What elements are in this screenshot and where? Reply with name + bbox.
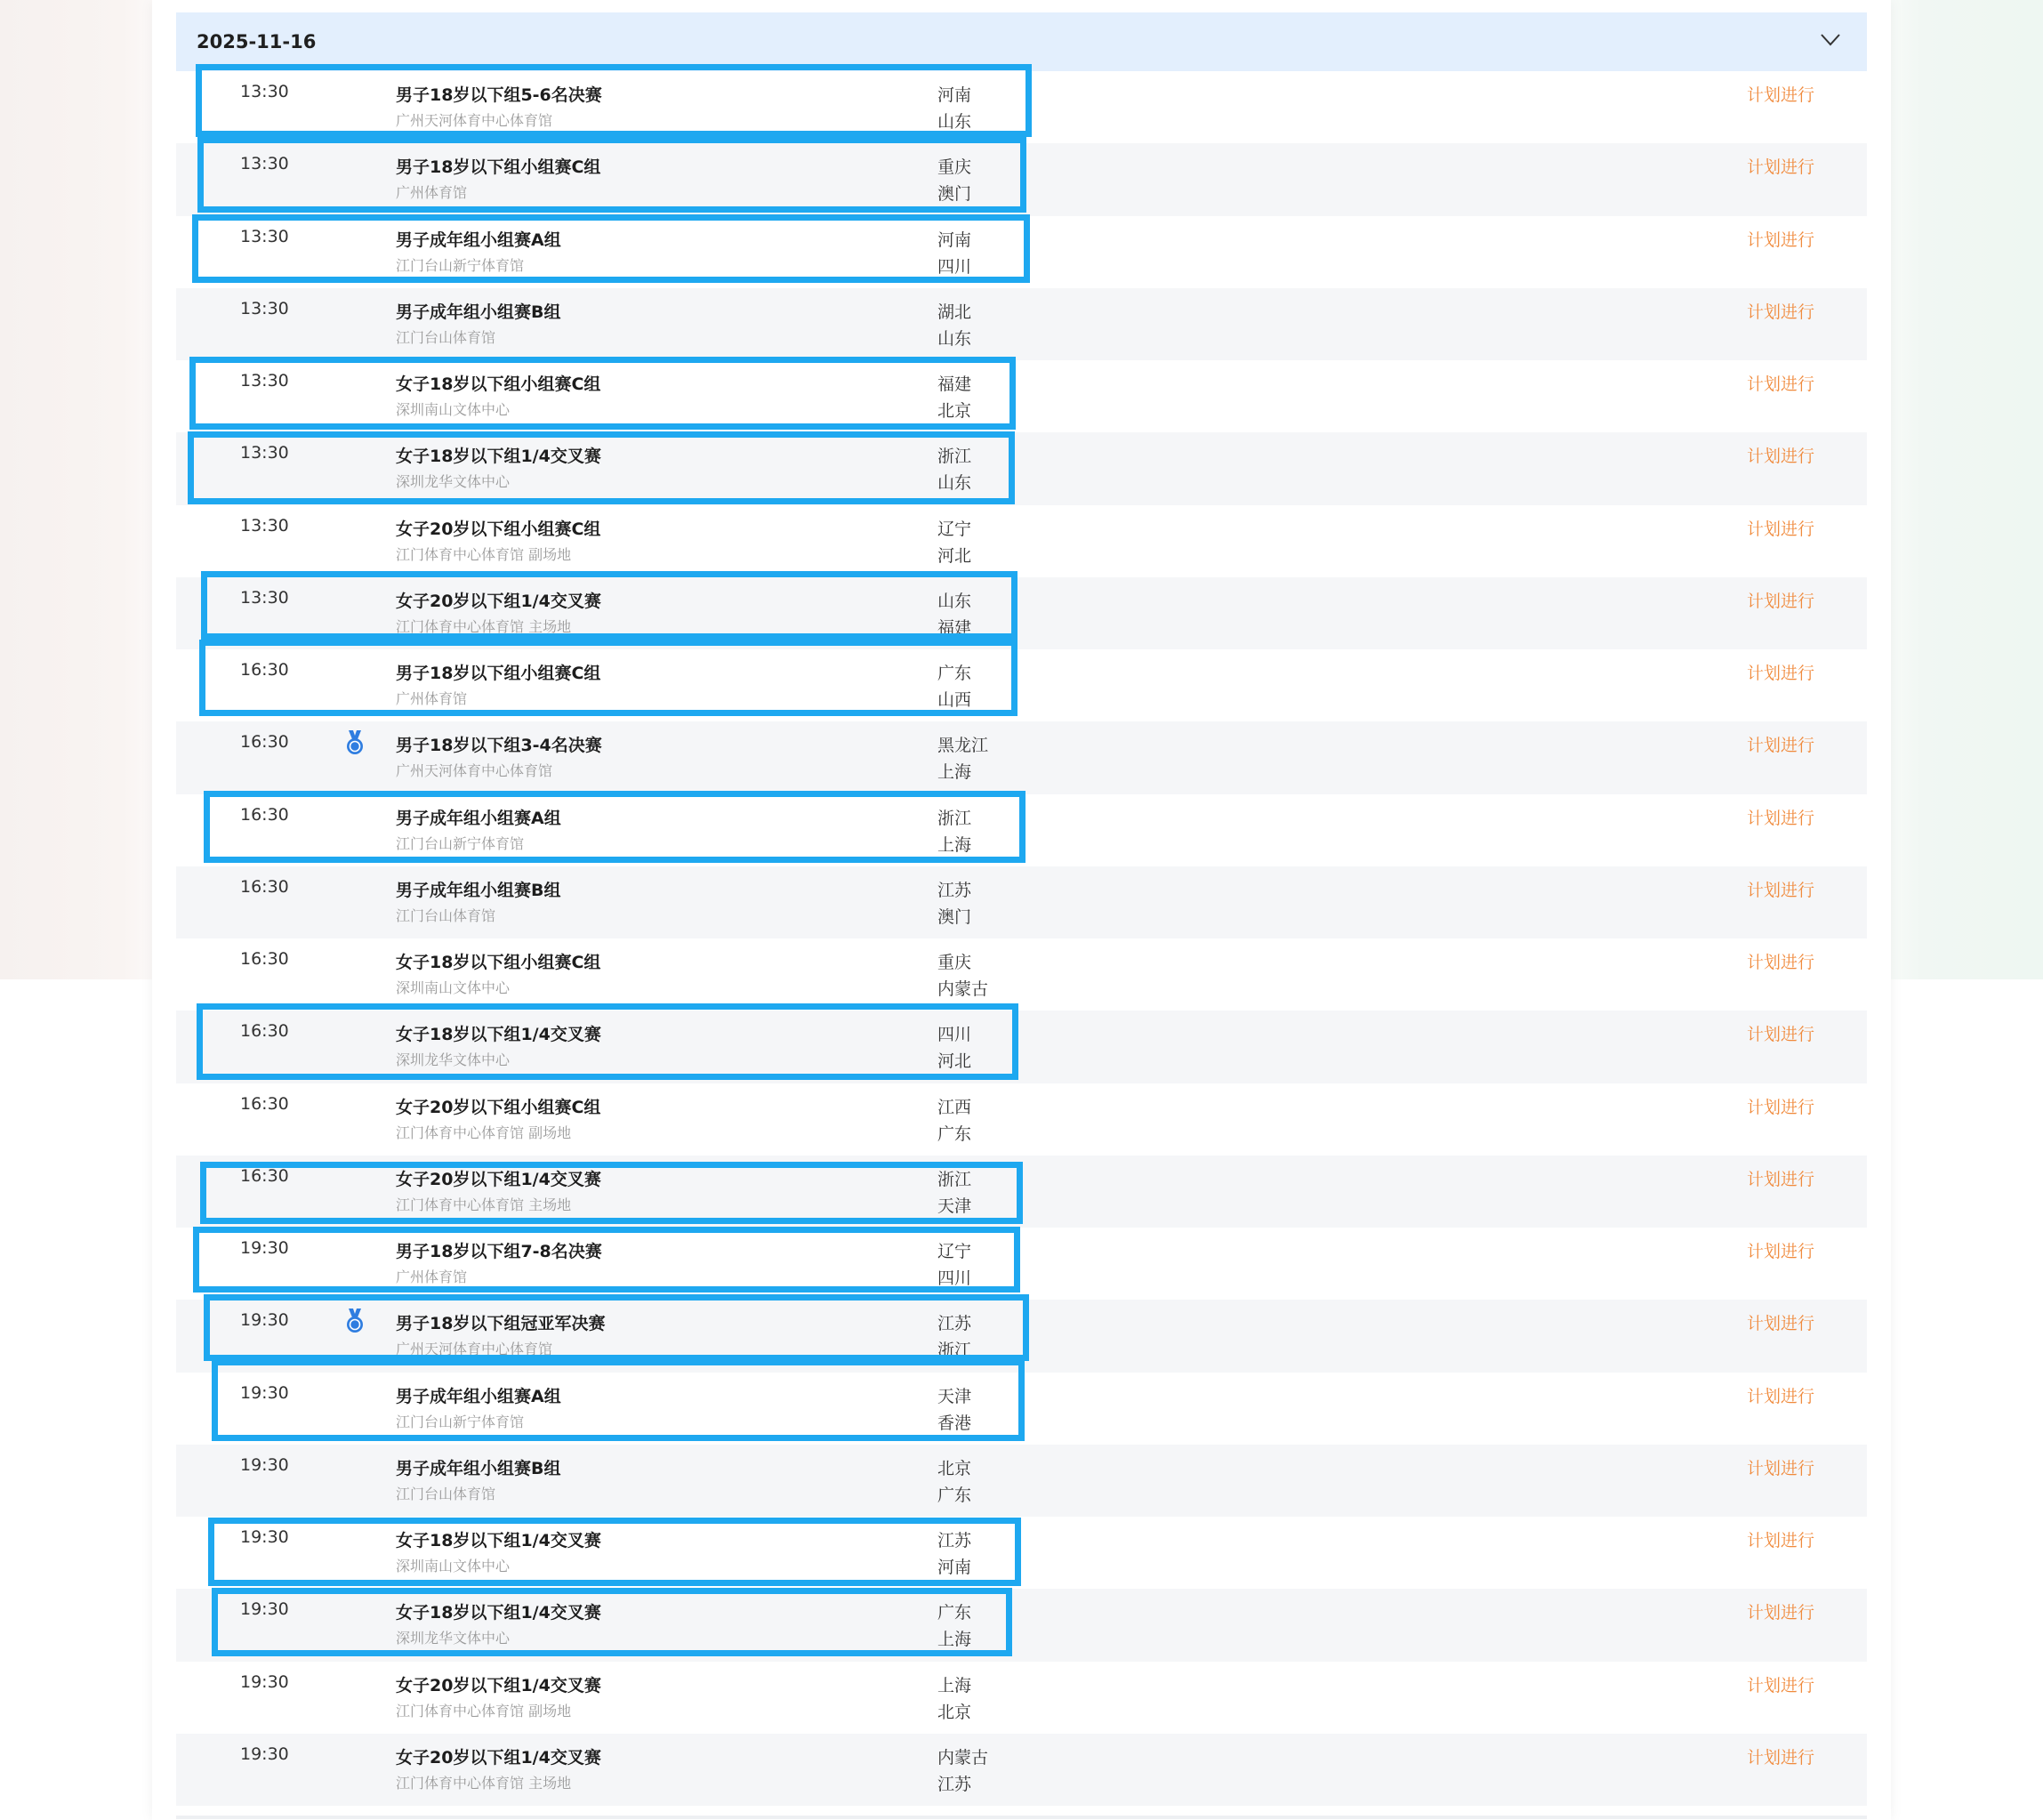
team-home: 湖北	[937, 302, 972, 322]
match-row[interactable]	[176, 1589, 1867, 1661]
team-away: 河南	[937, 1558, 972, 1577]
match-status: 计划进行	[1747, 374, 1815, 394]
team-home: 广东	[937, 664, 972, 683]
match-title: 女子20岁以下组小组赛C组	[396, 1097, 601, 1117]
match-venue: 江门台山新宁体育馆	[396, 1413, 525, 1430]
match-row[interactable]	[176, 1517, 1867, 1589]
team-home: 内蒙古	[937, 1747, 989, 1768]
team-home: 上海	[937, 1675, 972, 1695]
team-away: 山东	[937, 473, 972, 494]
match-row[interactable]	[176, 721, 1867, 793]
match-row[interactable]	[176, 143, 1867, 215]
team-home: 河南	[937, 85, 972, 105]
match-venue: 江门台山体育馆	[396, 328, 496, 346]
match-time: 19:30	[240, 1382, 289, 1403]
match-row[interactable]	[176, 938, 1867, 1011]
team-away: 上海	[937, 1630, 972, 1650]
team-home: 辽宁	[937, 519, 972, 539]
match-row[interactable]	[176, 432, 1867, 504]
match-venue: 深圳龙华文体中心	[396, 473, 511, 491]
match-time: 19:30	[240, 1310, 289, 1331]
team-away: 河北	[937, 1051, 972, 1072]
match-status: 计划进行	[1747, 736, 1815, 756]
match-list	[176, 71, 1867, 1806]
match-venue: 广州天河体育中心体育馆	[396, 762, 553, 780]
list-bottom-divider	[176, 1816, 1867, 1819]
match-row[interactable]	[176, 1373, 1867, 1445]
match-title: 男子18岁以下组3-4名决赛	[396, 736, 602, 756]
match-row[interactable]	[176, 360, 1867, 432]
match-time: 19:30	[240, 1743, 289, 1764]
match-venue: 广州体育馆	[396, 690, 468, 707]
match-title: 女子18岁以下组1/4交叉赛	[396, 447, 601, 467]
team-home: 河南	[937, 230, 972, 250]
match-venue: 江门台山体育馆	[396, 906, 496, 924]
match-status: 计划进行	[1747, 880, 1815, 900]
match-row[interactable]	[176, 577, 1867, 649]
match-status: 计划进行	[1747, 447, 1815, 467]
match-venue: 江门体育中心体育馆 副场地	[396, 1123, 572, 1141]
match-title: 男子成年组小组赛B组	[396, 302, 561, 322]
match-title: 男子成年组小组赛A组	[396, 1386, 561, 1406]
match-venue: 广州体育馆	[396, 1268, 468, 1285]
match-venue: 深圳南山文体中心	[396, 401, 511, 418]
match-time: 16:30	[240, 660, 289, 680]
match-time: 13:30	[240, 587, 289, 608]
match-venue: 深圳南山文体中心	[396, 1558, 511, 1574]
match-status: 计划进行	[1747, 664, 1815, 683]
match-status: 计划进行	[1747, 1458, 1815, 1478]
match-time: 19:30	[240, 1527, 289, 1547]
match-venue: 广州天河体育中心体育馆	[396, 1341, 553, 1358]
team-home: 广东	[937, 1603, 972, 1623]
match-status: 计划进行	[1747, 1097, 1815, 1117]
team-away: 澳门	[937, 184, 972, 205]
match-title: 女子18岁以下组1/4交叉赛	[396, 1603, 601, 1623]
match-status: 计划进行	[1747, 1747, 1815, 1768]
team-away: 北京	[937, 1702, 972, 1722]
team-home: 重庆	[937, 953, 972, 972]
match-venue: 江门体育中心体育馆 副场地	[396, 545, 572, 563]
match-title: 女子18岁以下组小组赛C组	[396, 953, 601, 972]
match-title: 男子18岁以下组小组赛C组	[396, 664, 601, 683]
team-away: 澳门	[937, 906, 972, 927]
medal-icon	[345, 1309, 365, 1333]
medal-icon	[345, 730, 365, 755]
team-home: 北京	[937, 1458, 972, 1478]
team-home: 浙江	[937, 808, 972, 828]
team-home: 浙江	[937, 1169, 972, 1189]
team-away: 广东	[937, 1123, 972, 1144]
match-title: 女子20岁以下组1/4交叉赛	[396, 591, 601, 611]
match-row[interactable]	[176, 216, 1867, 288]
match-status: 计划进行	[1747, 1025, 1815, 1045]
match-status: 计划进行	[1747, 1531, 1815, 1550]
match-row[interactable]	[176, 71, 1867, 143]
match-title: 男子18岁以下组冠亚军决赛	[396, 1314, 606, 1334]
team-away: 内蒙古	[937, 979, 989, 999]
team-home: 黑龙江	[937, 736, 989, 756]
team-away: 香港	[937, 1413, 972, 1433]
match-status: 计划进行	[1747, 519, 1815, 539]
match-venue: 江门台山新宁体育馆	[396, 256, 525, 274]
match-row[interactable]	[176, 505, 1867, 577]
match-title: 女子18岁以下组1/4交叉赛	[396, 1531, 601, 1550]
match-venue: 江门台山新宁体育馆	[396, 834, 525, 852]
match-time: 13:30	[240, 154, 289, 174]
team-home: 四川	[937, 1025, 972, 1045]
team-home: 辽宁	[937, 1242, 972, 1261]
match-title: 女子20岁以下组1/4交叉赛	[396, 1169, 601, 1189]
team-away: 上海	[937, 762, 972, 783]
match-row[interactable]	[176, 1011, 1867, 1083]
match-venue: 深圳南山文体中心	[396, 979, 511, 996]
team-home: 重庆	[937, 157, 972, 178]
match-status: 计划进行	[1747, 1386, 1815, 1406]
match-status: 计划进行	[1747, 1603, 1815, 1623]
match-time: 13:30	[240, 515, 289, 536]
team-home: 浙江	[937, 447, 972, 467]
match-row[interactable]	[176, 1445, 1867, 1517]
match-status: 计划进行	[1747, 1314, 1815, 1334]
match-row[interactable]	[176, 1300, 1867, 1372]
team-home: 天津	[937, 1386, 972, 1406]
team-home: 江苏	[937, 1531, 972, 1550]
match-status: 计划进行	[1747, 230, 1815, 250]
match-venue: 江门体育中心体育馆 主场地	[396, 617, 572, 635]
match-title: 男子18岁以下组小组赛C组	[396, 157, 601, 178]
match-time: 16:30	[240, 876, 289, 897]
match-title: 男子18岁以下组7-8名决赛	[396, 1242, 602, 1261]
match-title: 男子成年组小组赛A组	[396, 808, 561, 828]
team-home: 福建	[937, 374, 972, 394]
match-venue: 广州体育馆	[396, 184, 468, 202]
match-title: 女子20岁以下组小组赛C组	[396, 519, 601, 539]
team-away: 上海	[937, 834, 972, 855]
match-row[interactable]	[176, 1662, 1867, 1734]
team-home: 江苏	[937, 1314, 972, 1334]
match-venue: 江门体育中心体育馆 主场地	[396, 1774, 572, 1792]
match-venue: 广州天河体育中心体育馆	[396, 112, 553, 129]
match-row[interactable]	[176, 794, 1867, 866]
match-title: 女子20岁以下组1/4交叉赛	[396, 1747, 601, 1768]
team-away: 山东	[937, 328, 972, 349]
match-time: 13:30	[240, 371, 289, 391]
match-status: 计划进行	[1747, 808, 1815, 828]
match-status: 计划进行	[1747, 1675, 1815, 1695]
match-time: 19:30	[240, 1238, 289, 1258]
team-away: 四川	[937, 256, 972, 277]
team-home: 江西	[937, 1097, 972, 1117]
match-row[interactable]	[176, 1083, 1867, 1156]
team-away: 北京	[937, 401, 972, 421]
match-title: 男子成年组小组赛B组	[396, 880, 561, 900]
team-home: 山东	[937, 591, 972, 611]
match-title: 女子18岁以下组1/4交叉赛	[396, 1025, 601, 1045]
team-away: 浙江	[937, 1341, 972, 1361]
match-status: 计划进行	[1747, 953, 1815, 972]
team-away: 天津	[937, 1196, 972, 1216]
team-away: 山西	[937, 690, 972, 710]
match-title: 男子成年组小组赛A组	[396, 230, 561, 250]
match-title: 女子20岁以下组1/4交叉赛	[396, 1675, 601, 1695]
match-title: 女子18岁以下组小组赛C组	[396, 374, 601, 394]
team-away: 山东	[937, 112, 972, 132]
match-row[interactable]	[176, 649, 1867, 721]
match-time: 16:30	[240, 1021, 289, 1042]
match-row[interactable]	[176, 866, 1867, 938]
match-time: 16:30	[240, 1165, 289, 1186]
match-venue: 江门体育中心体育馆 主场地	[396, 1196, 572, 1213]
match-time: 19:30	[240, 1671, 289, 1692]
match-time: 13:30	[240, 226, 289, 246]
team-away: 四川	[937, 1268, 972, 1288]
match-row[interactable]	[176, 1156, 1867, 1228]
match-status: 计划进行	[1747, 157, 1815, 178]
match-status: 计划进行	[1747, 1169, 1815, 1189]
match-venue: 深圳龙华文体中心	[396, 1051, 511, 1069]
match-venue: 深圳龙华文体中心	[396, 1630, 511, 1647]
match-time: 16:30	[240, 804, 289, 825]
date-group-header[interactable]	[176, 12, 1867, 71]
match-venue: 江门体育中心体育馆 副场地	[396, 1702, 572, 1719]
match-status: 计划进行	[1747, 1242, 1815, 1261]
chevron-down-icon[interactable]	[1821, 34, 1840, 46]
team-away: 河北	[937, 545, 972, 566]
match-time: 16:30	[240, 1093, 289, 1114]
match-status: 计划进行	[1747, 302, 1815, 322]
match-status: 计划进行	[1747, 591, 1815, 611]
match-time: 16:30	[240, 949, 289, 969]
team-home: 江苏	[937, 880, 972, 900]
match-row[interactable]	[176, 1228, 1867, 1300]
match-status: 计划进行	[1747, 85, 1815, 105]
match-time: 19:30	[240, 1599, 289, 1620]
match-row[interactable]	[176, 288, 1867, 360]
team-away: 江苏	[937, 1774, 972, 1794]
team-away: 广东	[937, 1485, 972, 1505]
match-time: 13:30	[240, 443, 289, 463]
match-row[interactable]	[176, 1734, 1867, 1806]
match-title: 男子18岁以下组5-6名决赛	[396, 85, 602, 105]
match-time: 16:30	[240, 732, 289, 753]
team-away: 福建	[937, 617, 972, 638]
match-venue: 江门台山体育馆	[396, 1485, 496, 1502]
match-title: 男子成年组小组赛B组	[396, 1458, 561, 1478]
match-time: 13:30	[240, 82, 289, 101]
match-time: 13:30	[240, 298, 289, 318]
date-label: 2025-11-16	[197, 31, 317, 52]
match-time: 19:30	[240, 1454, 289, 1475]
